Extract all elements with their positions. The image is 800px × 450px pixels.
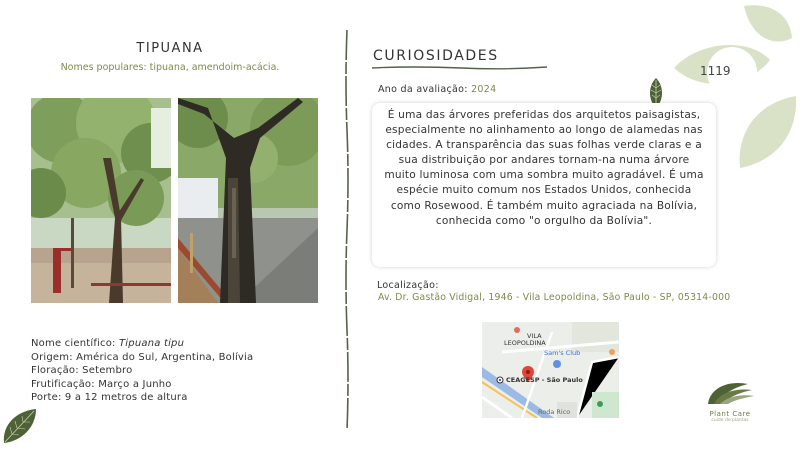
species-facts [31, 337, 253, 405]
map-label-leopoldina: LEOPOLDINA [504, 339, 546, 347]
location-map[interactable] [482, 322, 619, 418]
fact-origin: Origem: América do Sul, Argentina, Bolívia [31, 351, 254, 363]
popular-names: Nomes populares: tipuana, amendoim-acácia. [60, 62, 280, 73]
map-label-roda-rico: Roda Rico [538, 408, 571, 416]
plant-care-logo-icon [700, 378, 760, 408]
brand-tagline: cuide de plantas [711, 418, 749, 423]
fact-flowering: Floração: Setembro [31, 365, 133, 376]
bottom-leaf-icon [0, 405, 38, 445]
location-label: Localização: [377, 280, 439, 291]
fact-size: Porte: 9 a 12 metros de altura [31, 392, 188, 403]
fact-fruiting: Frutificação: Março a Junho [31, 378, 172, 390]
evaluation-year: Ano da avaliação: 2024 [378, 84, 497, 95]
map-label-sams-club: Sam's Club [544, 349, 581, 357]
heading-underline [372, 66, 547, 70]
brand-name: Plant Care [709, 410, 751, 418]
location-address[interactable]: Av. Dr. Gastão Vidigal, 1946 - Vila Leopoldina, São Paulo - SP, 05314-000 [378, 292, 731, 303]
map-label-vila: VILA [527, 332, 542, 340]
tree-photo-canopy [31, 98, 171, 303]
column-divider [344, 30, 350, 430]
tree-number-badge: 1119 [700, 64, 731, 78]
curiosities-text: É uma das árvores preferidas dos arquitetos paisagistas, especialmente no alinhamento ao longo de alamedas nas cidades. A transparência das suas folhas verde claras e a sua distribuição por andares tornam-na numa árvore muito luminosa com uma sombra muito agradável. É uma espécie muito comum nos Estados Unidos, conhecida como Rosewood. É também muito agraciada na Bolívia, conhecida como "o orgulho da Bolívia". [384, 109, 704, 227]
species-title: TIPUANA [136, 41, 204, 56]
tree-photo-trunk [178, 98, 318, 303]
decorative-leaves [640, 0, 800, 180]
map-label-ceagesp: CEAGESP - São Paulo [506, 376, 583, 384]
fact-scientific-name: Nome científico: Tipuana tipu [31, 338, 185, 349]
curiosities-heading: CURIOSIDADES [373, 48, 499, 64]
